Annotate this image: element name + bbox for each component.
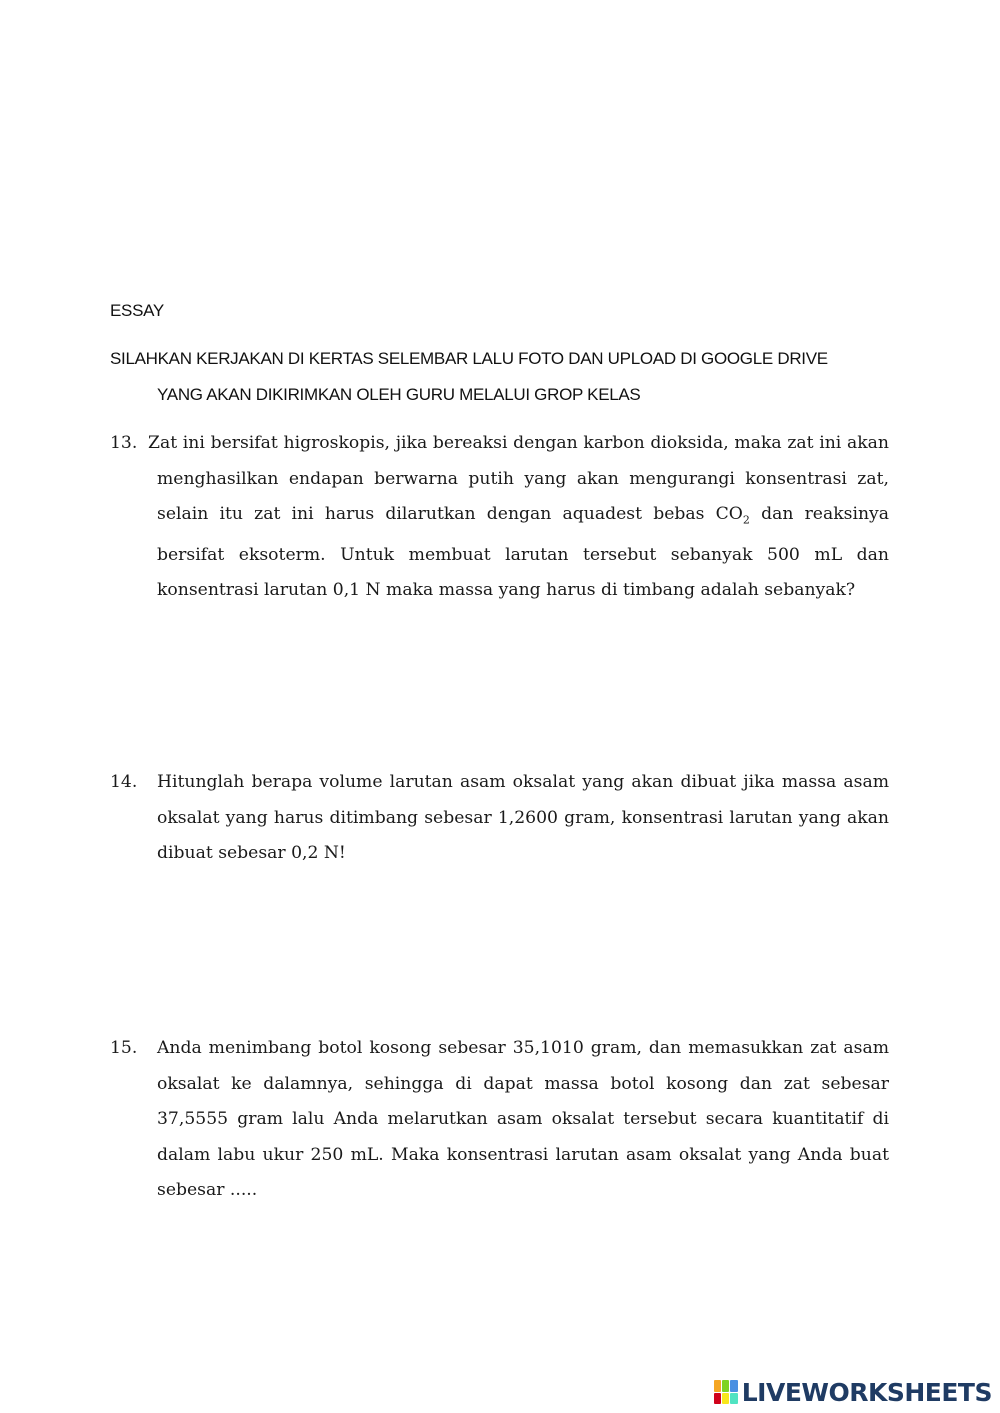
formula-base: CO xyxy=(715,504,743,524)
formula-subscript: 2 xyxy=(742,513,750,527)
logo-square xyxy=(714,1380,721,1392)
instruction-line-2: YANG AKAN DIKIRIMKAN OLEH GURU MELALUI GROP KELAS xyxy=(157,385,641,404)
instruction-line-1: SILAHKAN KERJAKAN DI KERTAS SELEMBAR LALU FOTO DAN UPLOAD DI GOOGLE DRIVE xyxy=(110,349,828,368)
question-text xyxy=(148,426,889,609)
logo-square xyxy=(730,1380,737,1392)
chemical-formula xyxy=(715,504,750,527)
question-text: Anda menimbang botol kosong sebesar 35,1010 gram, dan memasukkan zat asam oksalat ke dalamnya, sehingga di dapat massa botol kosong dan zat sebesar 37,5555 gram lalu Anda melarutkan asam oksalat tersebut secara kuantitatif di dalam labu ukur 250 mL. Maka konsentrasi larutan asam oksalat yang Anda buat sebesar ..... xyxy=(157,1038,889,1200)
question-number: 13. xyxy=(110,433,138,453)
question-13 xyxy=(110,426,890,609)
question-text: Hitunglah berapa volume larutan asam oksalat yang akan dibuat jika massa asam oksalat yang harus ditimbang sebesar 1,2600 gram, konsentrasi larutan yang akan dibuat sebesar 0,2 N! xyxy=(157,772,889,863)
essay-title: ESSAY xyxy=(110,301,164,320)
question-14 xyxy=(110,765,890,872)
logo-square xyxy=(730,1393,737,1405)
logo-text: LIVEWORKSHEETS xyxy=(741,1377,992,1407)
question-number: 15. xyxy=(110,1038,138,1058)
question-number: 14. xyxy=(110,772,138,792)
question-text-part-2: dan reaksinya bersifat eksoterm. Untuk membuat larutan tersebut sebanyak 500 mL dan konsentrasi larutan 0,1 N maka massa yang harus di timbang adalah sebanyak? xyxy=(157,504,889,601)
logo-square xyxy=(722,1393,729,1405)
liveworksheets-logo[interactable] xyxy=(714,1375,992,1409)
logo-mark-icon xyxy=(714,1380,738,1404)
question-15 xyxy=(110,1031,890,1209)
logo-square xyxy=(722,1380,729,1392)
question-text-part-1: Zat ini bersifat higroskopis, jika bereaksi dengan karbon dioksida, maka zat ini akan menghasilkan endapan berwarna putih yang akan mengurangi konsentrasi zat, selain itu zat ini harus dilarutkan dengan aquadest bebas xyxy=(148,433,889,524)
logo-square xyxy=(714,1393,721,1405)
